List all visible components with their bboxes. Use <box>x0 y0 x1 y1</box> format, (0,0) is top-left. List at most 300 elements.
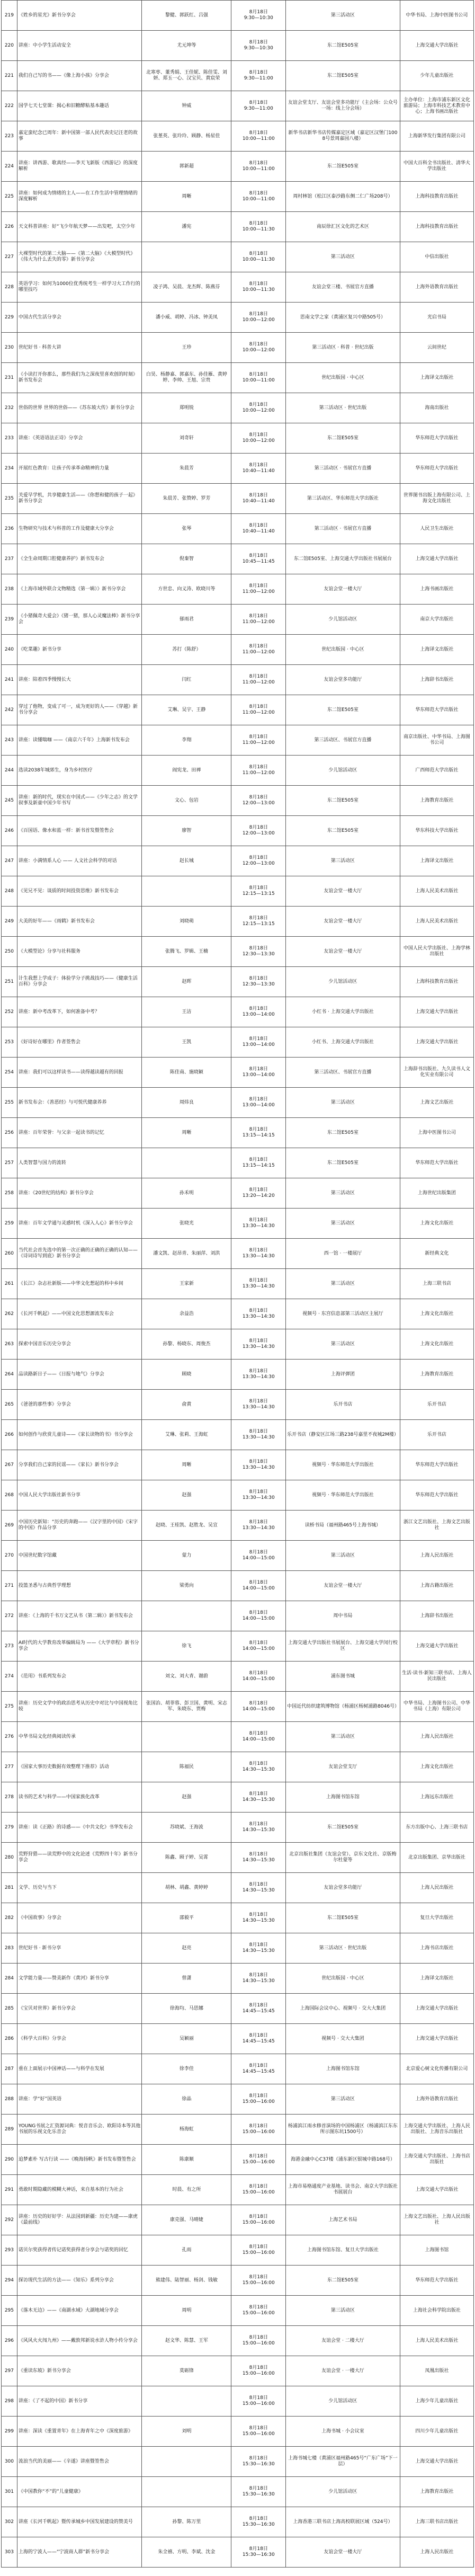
row-number: 303 <box>2 2537 17 2568</box>
table-row <box>2 1480 474 1511</box>
event-time: 8月18日 15:00—16:00 <box>231 2145 286 2175</box>
organizer: 华东师范大学出版社 <box>400 454 473 484</box>
event-title: 《风风火火闯九州》——戴敦邦新说水浒人物小传分享会 <box>17 2326 141 2356</box>
event-title: 讲座：深读《重置青年》在上海青年之中《深度旅游》 <box>17 2417 141 2447</box>
event-title: 生物研究与技术与科普的工作及健康大分享会 <box>17 514 141 544</box>
event-title: 讲座：讲西游、歌真经——李天飞新版《西游记》的深度解析 <box>17 152 141 182</box>
organizer: 上海人民出版社 <box>400 1541 473 1571</box>
organizer: 生活·读书·新知三联书店、上海人民出版社 <box>400 1662 473 1692</box>
table-row <box>2 2537 474 2568</box>
event-time: 8月18日 9:30—10:30 <box>231 31 286 61</box>
row-number: 282 <box>2 1903 17 1933</box>
event-title: 讲座：小满情系人心 —— 人文社会科学的对话 <box>17 846 141 876</box>
row-number: 257 <box>2 1148 17 1178</box>
table-row <box>2 605 474 635</box>
venue: 海港金融中心C37楼（浦东新区银城中路168号） <box>286 2145 400 2175</box>
table-row <box>2 1299 474 1329</box>
organizer: 乐开书店 <box>400 1420 473 1450</box>
speakers <box>142 2447 231 2477</box>
row-number: 280 <box>2 1843 17 1873</box>
row-number: 262 <box>2 1299 17 1329</box>
event-time: 8月18日 14:30—15:30 <box>231 1782 286 1813</box>
venue: 世纪出版园 · 中心区 <box>286 1964 400 1994</box>
organizer: 上海教育出版社 <box>400 1360 473 1390</box>
speakers: 赵亮 <box>142 1933 231 1964</box>
schedule-rows <box>2 1 474 2568</box>
table-row <box>2 786 474 816</box>
row-number: 231 <box>2 363 17 393</box>
venue: 北京出版社集团（友谊会堂）、京东文化社、京版梅尔杜蒙等 <box>286 1843 400 1873</box>
speakers: 苏晓斌、王海波 <box>142 1813 231 1843</box>
venue: 东二馆E505室 <box>286 2266 400 2296</box>
organizer: 上海古籍出版社 <box>400 1571 473 1601</box>
organizer: 上海辞书出版社 <box>400 1601 473 1631</box>
venue: 少儿馆活动区 <box>286 2386 400 2417</box>
table-row <box>2 91 474 121</box>
speakers: 潘小威、胡婷、冯冰、钟美凤 <box>142 303 231 333</box>
speakers: 周晰 <box>142 1118 231 1148</box>
table-row <box>2 1088 474 1118</box>
event-title: 《宝贝对世界》新书分享会 <box>17 1994 141 2024</box>
row-number: 272 <box>2 1601 17 1631</box>
venue: 乐开书店（静安区江场三路238号嘉里不夜城2M楼） <box>286 1420 400 1450</box>
row-number: 248 <box>2 876 17 907</box>
organizer: 上海教育出版社 <box>400 786 473 816</box>
venue: 东二馆E505室 <box>286 1148 400 1178</box>
table-row <box>2 544 474 574</box>
table-row <box>2 2175 474 2205</box>
speakers: 朱晨芳 <box>142 454 231 484</box>
venue: 第三活动区 <box>286 242 400 272</box>
row-number: 240 <box>2 635 17 665</box>
speakers: 潘文凯、赵昂青、朱丽萍、刘洪 <box>142 1239 231 1269</box>
organizer: 世界图书出版上海有限公司、上海文化出版社 <box>400 484 473 514</box>
speakers: 孙黎、杨晓东、周俊杰 <box>142 1329 231 1360</box>
table-row <box>2 272 474 303</box>
event-title: 讲座：学“好”国英语 <box>17 2084 141 2115</box>
row-number: 270 <box>2 1541 17 1571</box>
table-row <box>2 363 474 393</box>
event-title: 品读路新日子——《日报与地气》分享会 <box>17 1360 141 1390</box>
event-time: 8月18日 11:00—12:00 <box>231 574 286 605</box>
row-number: 233 <box>2 423 17 454</box>
event-time: 8月18日 10:45—11:45 <box>231 544 286 574</box>
speakers: 张堇英、张玲玲、顾静、杨星佳 <box>142 121 231 152</box>
event-title: 如何创作与欣赏儿童诗——《家长读物的书》书分享会 <box>17 1420 141 1450</box>
speakers: 闫红 <box>142 665 231 695</box>
organizer: 上海译文出版社 <box>400 363 473 393</box>
organizer: 上海交通大学出版社 <box>400 1631 473 1662</box>
row-number: 255 <box>2 1088 17 1118</box>
venue: 小红书 · 上海交通大学出版社 <box>286 997 400 1027</box>
event-time: 8月18日 14:45—15:45 <box>231 2054 286 2084</box>
event-title: 嘉定蛮纪念已周年：新中国第一部人民代表史记汪老的故事 <box>17 121 141 152</box>
event-time: 8月18日 15:00—16:00 <box>231 2205 286 2235</box>
organizer: 上海外语教育出版社 <box>400 272 473 303</box>
venue: 第三活动区 <box>286 1209 400 1239</box>
row-number: 285 <box>2 1994 17 2024</box>
event-time: 8月18日 15:00—16:00 <box>231 2417 286 2447</box>
event-time: 8月18日 12:15—13:15 <box>231 907 286 937</box>
event-time: 8月18日 12:00—13:00 <box>231 786 286 816</box>
event-title: 《小猪佩奇大爱会》《猪一猪，那人心灵魔法棒》新书分享会 <box>17 605 141 635</box>
row-number: 226 <box>2 212 17 242</box>
organizer: 上海科技教育出版社 <box>400 212 473 242</box>
event-time: 8月18日 13:30—14:30 <box>231 1269 286 1299</box>
venue: 上海书城 · 小会议室 <box>286 2417 400 2447</box>
organizer: 新经典文化 <box>400 1239 473 1269</box>
table-row <box>2 2296 474 2326</box>
speakers: 赵文华、陈慧、王军 <box>142 2326 231 2356</box>
row-number: 237 <box>2 544 17 574</box>
table-row <box>2 514 474 544</box>
venue: 第三活动区 <box>286 1269 400 1299</box>
row-number: 225 <box>2 182 17 212</box>
organizer: 上海文化出版社 <box>400 1299 473 1329</box>
row-number: 246 <box>2 816 17 846</box>
organizer: 上海交通大学出版社 <box>400 2024 473 2054</box>
row-number: 283 <box>2 1933 17 1964</box>
table-row <box>2 1390 474 1420</box>
speakers <box>142 876 231 907</box>
organizer: 中华书局、上海中医图书公司 <box>400 1 473 31</box>
speakers: 赵强 <box>142 1480 231 1511</box>
event-time: 8月18日 13:30—14:30 <box>231 1390 286 1420</box>
organizer: 上海译文出版社 <box>400 846 473 876</box>
venue: 友谊会堂 · 二楼大厅 <box>286 2326 400 2356</box>
event-title: 讲座：如何成为情绪的主人——在工作生活中管理情绪的深度解析 <box>17 182 141 212</box>
organizer: 复旦大学出版社 <box>400 1903 473 1933</box>
venue: 第三活动区 <box>286 2084 400 2115</box>
row-number: 302 <box>2 2507 17 2537</box>
table-row <box>2 1329 474 1360</box>
table-row <box>2 1178 474 1209</box>
table-row <box>2 937 474 967</box>
speakers: 刘明 <box>142 2417 231 2447</box>
venue: 第三活动区 · 书展官方直播 <box>286 454 400 484</box>
event-time: 8月18日 12:00—13:00 <box>231 816 286 846</box>
row-number: 292 <box>2 2205 17 2235</box>
table-row <box>2 121 474 152</box>
row-number: 281 <box>2 1873 17 1903</box>
event-time: 8月18日 10:00—12:00 <box>231 393 286 423</box>
event-time: 8月18日 14:30—15:30 <box>231 1843 286 1873</box>
table-row <box>2 1782 474 1813</box>
speakers: 王洁 <box>142 997 231 1027</box>
event-title: 我们自己写的书——《像上海小孩》分享会 <box>17 61 141 91</box>
table-row <box>2 1118 474 1148</box>
table-row <box>2 1269 474 1299</box>
table-row <box>2 1843 474 1873</box>
event-time: 8月18日 14:00—15:00 <box>231 1631 286 1662</box>
speakers: 郭新超 <box>142 152 231 182</box>
venue: 中国近代纺织建筑博物馆（杨浦区杨树浦路8046号） <box>286 1692 400 1722</box>
event-time: 8月18日 11:00—12:00 <box>231 635 286 665</box>
event-title: 文学、历史与当下 <box>17 1873 141 1903</box>
speakers: 孙禾明 <box>142 1178 231 1209</box>
event-time: 8月18日 15:00—16:00 <box>231 2386 286 2417</box>
table-row <box>2 1571 474 1601</box>
event-time: 8月18日 13:15—14:15 <box>231 1148 286 1178</box>
event-time: 8月18日 15:30—16:30 <box>231 2537 286 2568</box>
event-time: 8月18日 10:00—12:00 <box>231 303 286 333</box>
event-time: 8月18日 15:00—16:00 <box>231 2356 286 2386</box>
event-time: 8月18日 15:30—16:30 <box>231 2447 286 2477</box>
venue: 上海交通大学出版社书展展台、上海交通大学闵行校区 <box>286 1631 400 1662</box>
venue: 世纪出版园 · 中心区 <box>286 635 400 665</box>
table-row <box>2 1027 474 1058</box>
event-title: 《上海市域外联合文物精选（第一辑）》新书分享会 <box>17 574 141 605</box>
speakers: 潘宪 <box>142 212 231 242</box>
event-title: 讲座：中小学生活动安全 <box>17 31 141 61</box>
organizer: 上海三联书店出版社 <box>400 2507 473 2537</box>
organizer: 上海译文出版社 <box>400 635 473 665</box>
speakers: 徐飞 <box>142 1631 231 1662</box>
speakers: 曾潇 <box>142 1964 231 1994</box>
row-number: 275 <box>2 1692 17 1722</box>
event-time: 8月18日 13:00—14:00 <box>231 1058 286 1088</box>
organizer: 南京出版社、中华书局、上海图书公司 <box>400 725 473 756</box>
table-row <box>2 1964 474 1994</box>
organizer: 海南出版社 <box>400 393 473 423</box>
speakers: 朱晨芳、张赞婷、罗芳 <box>142 484 231 514</box>
event-title: 讲座：《上海的千书万文艺从书（第二辑）》新书发布会 <box>17 1601 141 1631</box>
event-title: 《中国故事》分享会 <box>17 1903 141 1933</box>
row-number: 284 <box>2 1964 17 1994</box>
event-time: 8月18日 15:30—16:30 <box>231 2507 286 2537</box>
row-number: 295 <box>2 2296 17 2326</box>
event-title: 文学能力量——赞美新作《黄河》新书分享 <box>17 1964 141 1994</box>
event-time: 8月18日 10:00—11:00 <box>231 182 286 212</box>
organizer: 上海书店出版社 <box>400 1933 473 1964</box>
organizer: 上海图书馆 <box>400 2235 473 2266</box>
event-time: 8月18日 13:30—14:30 <box>231 1239 286 1269</box>
event-title: 中华书局文化经典阅读传承 <box>17 1722 141 1752</box>
row-number: 227 <box>2 242 17 272</box>
event-title: 诺贝尔奖获得者传记诺奖获得者分享会与诺奖的回忆 <box>17 2235 141 2266</box>
event-title: 《好诗好在哪里》作者签售会 <box>17 1027 141 1058</box>
event-time: 8月18日 13:00—14:00 <box>231 1027 286 1058</box>
row-number: 293 <box>2 2235 17 2266</box>
speakers: 周晰 <box>142 182 231 212</box>
speakers: 吴颖丽 <box>142 2024 231 2054</box>
venue: 第三活动区 <box>286 1722 400 1752</box>
organizer: 上海文化出版社 <box>400 1752 473 1782</box>
event-title: 《全生命周期口腔健康养护》新书发布会 <box>17 544 141 574</box>
event-time: 8月18日 10:00—11:00 <box>231 152 286 182</box>
event-title: 《长河千帆起》——中国文化思想源流发布会 <box>17 1299 141 1329</box>
organizer: 华东师范大学出版社 <box>400 1480 473 1511</box>
row-number: 296 <box>2 2326 17 2356</box>
table-row <box>2 454 474 484</box>
venue: 东二馆E505室 <box>286 816 400 846</box>
row-number: 235 <box>2 484 17 514</box>
venue: 周村林馆（松江区泰沙路东侧二仁广场208号） <box>286 182 400 212</box>
event-time: 8月18日 13:30—14:30 <box>231 1209 286 1239</box>
event-time: 8月18日 10:00—11:30 <box>231 272 286 303</box>
event-title: 讲座：我们可以这样读书——读得越读越有的回报 <box>17 1058 141 1088</box>
organizer: 中国大百科全书出版社、清华大学出版社 <box>400 152 473 182</box>
table-row <box>2 695 474 725</box>
table-row <box>2 2054 474 2084</box>
event-title: 讲座：百年文学通与灵感时机《深入人心》新书分享会 <box>17 1209 141 1239</box>
event-time: 8月18日 9:30—10:30 <box>231 1 286 31</box>
event-title: 追梦素朴 写古行读 ——《晚海扬帆》新书发布暨签售会 <box>17 2145 141 2175</box>
organizer: 上海文化出版社 <box>400 1329 473 1360</box>
speakers: 阎宪龙、田禅 <box>142 756 231 786</box>
organizer: 上海三联书店 <box>400 1269 473 1299</box>
row-number: 277 <box>2 1752 17 1782</box>
row-number: 301 <box>2 2477 17 2507</box>
organizer: 东方出版中心、上海三联书店 <box>400 1813 473 1843</box>
venue: 东二馆E505室 <box>286 1813 400 1843</box>
event-schedule-table <box>1 0 474 2568</box>
organizer: 北京爱心树文化传播有限公司 <box>400 2054 473 2084</box>
speakers: 张国治、胡菲蓉、彭卫国、黄明、宋志军、朱晓东、贾梅 <box>142 1692 231 1722</box>
event-title: 《见兄不见：谈质的时间投资思维》新书发布会 <box>17 876 141 907</box>
table-row <box>2 1511 474 1541</box>
venue: 友谊会堂支厅、友谊会堂多功能厅（主会场：公众号一场：线上分会场） <box>286 91 400 121</box>
organizer: 上海交通大学出版社 <box>400 997 473 1027</box>
venue: 乐开书店 <box>286 1390 400 1420</box>
venue: 浦东图书城 <box>286 1662 400 1692</box>
event-title: 《长江》杂志社新版——中华文化想起的科中乡间 <box>17 1269 141 1299</box>
event-time: 8月18日 15:00—16:00 <box>231 2115 286 2145</box>
organizer: 上海人民美术出版社 <box>400 907 473 937</box>
event-time: 8月18日 15:00—16:00 <box>231 2296 286 2326</box>
venue: 东二馆E505室 <box>286 1118 400 1148</box>
organizer: 华东师范大学出版社 <box>400 1450 473 1480</box>
organizer: 上海辞书出版社、九久读书人文化实业有限公司 <box>400 1058 473 1088</box>
table-row <box>2 1 474 31</box>
row-number: 224 <box>2 152 17 182</box>
row-number: 250 <box>2 937 17 967</box>
table-row <box>2 1601 474 1631</box>
row-number: 299 <box>2 2417 17 2447</box>
speakers: 孙黎、陈万里 <box>142 2507 231 2537</box>
speakers <box>142 1722 231 1752</box>
speakers: 黎健、郭跃红、吕强 <box>142 1 231 31</box>
venue: 东二馆E505室 <box>286 61 400 91</box>
event-title: 《范用》书系列发布会 <box>17 1662 141 1692</box>
speakers: 艾琳、吴宇、王静 <box>142 695 231 725</box>
event-title: 重在上面展示中国神话——与科学在发展 <box>17 2054 141 2084</box>
speakers: 徐李佳 <box>142 2054 231 2084</box>
event-title: 关爱早学机，共享健康生活——《你想和健的孩子一起》新书分享会 <box>17 484 141 514</box>
table-row <box>2 1239 474 1269</box>
event-title: 读书的艺术与科学——中国家族化改革 <box>17 1782 141 1813</box>
speakers: 张腾飞、罗辑、王楠 <box>142 937 231 967</box>
speakers: 徐海均、马思娜 <box>142 1994 231 2024</box>
event-title: AI时代的大学教育改革编辑局为 ——《大学章程》新书分享会 <box>17 1631 141 1662</box>
row-number: 247 <box>2 846 17 876</box>
organizer: 上海社会科学院出版社 <box>400 2296 473 2326</box>
event-title: 讲座《长河千帆起》暨传承城乡中国发展建设的赞美号 <box>17 2507 141 2537</box>
venue: 友谊会堂一楼大厅 <box>286 907 400 937</box>
event-title: 讲座：陪着四季慢慢长大 <box>17 665 141 695</box>
speakers: 周明 <box>142 2296 231 2326</box>
event-time: 8月18日 13:00—14:00 <box>231 997 286 1027</box>
row-number: 223 <box>2 121 17 152</box>
venue: 杨浦滨江雨水修首演场的中国杨浦区（杨浦滨江东东所示图东坑1500号） <box>286 2115 400 2145</box>
event-title: 大美的好年——《雨鹤》新书发布会 <box>17 907 141 937</box>
organizer: 上海交通大学出版社 <box>400 2175 473 2205</box>
row-number: 244 <box>2 756 17 786</box>
event-title: 中国古代生活分享会 <box>17 303 141 333</box>
venue: 第三活动区 <box>286 1 400 31</box>
organizer: 上海辞书出版社 <box>400 665 473 695</box>
speakers <box>142 1148 231 1178</box>
table-row <box>2 1058 474 1088</box>
organizer: 华东师范大学出版社 <box>400 423 473 454</box>
row-number: 260 <box>2 1239 17 1269</box>
table-row <box>2 2084 474 2115</box>
row-number: 232 <box>2 393 17 423</box>
row-number: 276 <box>2 1722 17 1752</box>
table-row <box>2 2266 474 2296</box>
event-time: 8月18日 14:45—15:45 <box>231 1994 286 2024</box>
table-row <box>2 907 474 937</box>
table-row <box>2 242 474 272</box>
row-number: 256 <box>2 1118 17 1148</box>
event-title: 天文科普讲座：好“飞少年航天梦——出发吧，太空少年 <box>17 212 141 242</box>
event-time: 8月18日 10:00—12:00 <box>231 333 286 363</box>
event-time: 8月18日 14:30—15:30 <box>231 1933 286 1964</box>
event-title: 中国历史新知：“历史的奔跑——《汉字里的中国》《宋字的中国》作品分享 <box>17 1511 141 1541</box>
speakers <box>142 1601 231 1631</box>
event-title: 世纪好书 · 新书分享 <box>17 1933 141 1964</box>
row-number: 266 <box>2 1420 17 1450</box>
speakers: 周晰 <box>142 1450 231 1480</box>
venue: 南辰徐汇区文化的艺术区 <box>286 212 400 242</box>
table-row <box>2 1752 474 1782</box>
organizer: 上海教育出版社 <box>400 2477 473 2507</box>
event-time: 8月18日 15:00—16:00 <box>231 2266 286 2296</box>
row-number: 242 <box>2 695 17 725</box>
row-number: 287 <box>2 2054 17 2084</box>
row-number: 273 <box>2 1631 17 1662</box>
organizer: 上海交通大学出版社、上海人民出版社、上海音乐出版社 <box>400 2115 473 2145</box>
table-row <box>2 2205 474 2235</box>
row-number: 241 <box>2 665 17 695</box>
row-number: 279 <box>2 1813 17 1843</box>
venue: 第三活动区、书展官方直播 <box>286 1058 400 1088</box>
event-title: 讲座：百年荣誉：与父亲一起读书的记忆 <box>17 1118 141 1148</box>
event-title: 《国家大事历史数据有效整理下推荐》活动 <box>17 1752 141 1782</box>
event-time: 8月18日 13:30—14:30 <box>231 1420 286 1450</box>
row-number: 291 <box>2 2175 17 2205</box>
event-title: 讲座：历史文学中的政治思考从历史中对比与中国视角比较 <box>17 1692 141 1722</box>
venue: 东二馆E505室 <box>286 31 400 61</box>
row-number: 234 <box>2 454 17 484</box>
organizer: 上海交通大学出版社 <box>400 2447 473 2477</box>
speakers: 倪秦智 <box>142 544 231 574</box>
event-title: 《姓乡的星光》新书分享会 <box>17 1 141 31</box>
table-row <box>2 2386 474 2417</box>
venue: 友谊会堂多功能厅 <box>286 1873 400 1903</box>
venue: 友谊会堂一楼大厅 <box>286 937 400 967</box>
event-title: 中国人民大学出版社新书分享 <box>17 1480 141 1511</box>
venue: 上海市易格通度产业基地、读书会、南京大学出版社书展展台 <box>286 2175 400 2205</box>
speakers <box>142 2477 231 2507</box>
organizer: 华东师范大学出版社 <box>400 2266 473 2296</box>
speakers: 张琴 <box>142 514 231 544</box>
table-row <box>2 1933 474 1964</box>
organizer: 上海文艺出版社 <box>400 1088 473 1118</box>
event-title: 《中国教你“不”的”儿童健康》 <box>17 2477 141 2507</box>
table-row <box>2 2145 474 2175</box>
organizer: 上海译文出版社 <box>400 1964 473 1994</box>
